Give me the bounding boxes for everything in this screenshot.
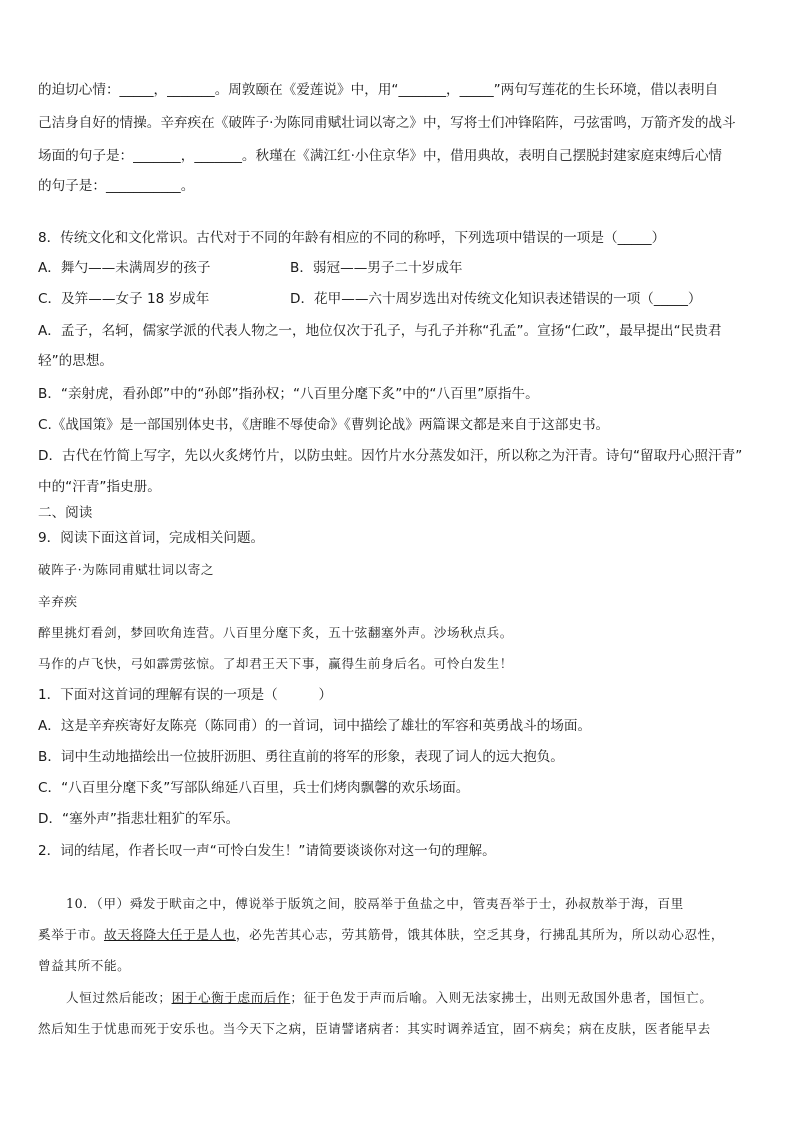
q8-statement-a-line-2: 轻”的思想。 <box>38 353 114 369</box>
q9-sub2-stem: 2．词的结尾，作者长叹一声“可怜白发生！”请简要谈谈你对这一句的理解。 <box>38 843 496 859</box>
q10-line-5: 然后知生于忧患而死于安乐也。当今天下之病，臣请譬诸病者：其实时调养适宜，固不病矣；病在皮肤，医者能早去 <box>38 1021 711 1036</box>
q8-statement-a-line-1: A．孟子，名轲，儒家学派的代表人物之一，地位仅次于孔子，与孔子并称“孔孟”。宣扬“仁政”，最早提出“民贵君 <box>38 323 722 339</box>
q10-line-4-post: ；征于色发于声而后喻。入则无法家拂士，出则无敌国外患者，国恒亡。 <box>290 990 713 1005</box>
q7-text-line-1: 的迫切心情：_____，_______。周敦颐在《爱莲说》中，用“_______，_____”两句写莲花的生长环境，借以表明自 <box>38 82 719 98</box>
q9-sub1-stem: 1．下面对这首词的理解有误的一项是（ ） <box>38 687 333 703</box>
q9-sub1-option-d: D．“塞外声”指悲壮粗犷的军乐。 <box>38 811 240 827</box>
q7-text-line-3: 场面的句子是：_______，_______。秋瑾在《满江红·小住京华》中，借用典故，表明自己摆脱封建家庭束缚后心情 <box>38 148 723 164</box>
q10-line-2-pre: 奚举于市。 <box>38 927 104 942</box>
poem-line-1: 醉里挑灯看剑，梦回吹角连营。八百里分麾下炙，五十弦翻塞外声。沙场秋点兵。 <box>38 625 513 640</box>
q8-option-d: D．花甲——六十周岁选出对传统文化知识表述错误的一项（_____） <box>290 291 702 307</box>
q10-line-2 <box>38 925 760 945</box>
section-heading-reading: 二、阅读 <box>38 505 93 521</box>
q10-line-3: 曾益其所不能。 <box>38 958 131 973</box>
q8-statement-d-line-1: D．古代在竹简上写字，先以火炙烤竹片，以防虫蛀。因竹片水分蒸发如汗，所以称之为汗青。诗句“留取丹心照汗青” <box>38 448 743 464</box>
q9-sub1-option-c: C．“八百里分麾下炙”写部队绵延八百里，兵士们烤肉飘馨的欢乐场面。 <box>38 780 470 796</box>
q10-underlined-sentence-1: 故天将降大任于是人也 <box>103 927 236 942</box>
q8-stem: 8．传统文化和文化常识。古代对于不同的年龄有相应的不同的称呼，下列选项中错误的一项是（_____） <box>38 230 666 246</box>
q8-statement-c: C.《战国策》是一部国别体史书，《唐睢不辱使命》《曹刿论战》两篇课文都是来自于这部史书。 <box>38 417 610 433</box>
q8-option-a: A．舞勺——未满周岁的孩子 <box>38 260 211 276</box>
q10-line-1 <box>66 894 760 914</box>
q10-passage-line-1: （甲）舜发于畎亩之中，傅说举于版筑之间，胶鬲举于鱼盐之中，管夷吾举于士，孙叔敖举于海，百里 <box>96 896 684 911</box>
q9-sub1-option-a: A．这是辛弃疾寄好友陈亮（陈同甫）的一首词，词中描绘了雄壮的军容和英勇战斗的场面。 <box>38 718 592 734</box>
q7-text-line-2: 己洁身自好的情操。辛弃疾在《破阵子·为陈同甫赋壮词以寄之》中，写将士们冲锋陷阵，弓弦雷鸣，万箭齐发的战斗 <box>38 115 736 131</box>
q10-line-2-post: ，必先苦其心志，劳其筋骨，饿其体肤，空乏其身，行拂乱其所为，所以动心忍性， <box>235 927 725 942</box>
q7-text-line-4: 的句子是：___________。 <box>38 178 195 194</box>
q10-line-4-pre: 人恒过然后能改； <box>66 990 172 1005</box>
q8-option-c: C．及笄——女子 18 岁成年 <box>38 291 210 307</box>
q8-statement-d-line-2: 中的“汗青”指史册。 <box>38 479 161 495</box>
q9-sub1-option-b: B．词中生动地描绘出一位披肝沥胆、勇往直前的将军的形象，表现了词人的远大抱负。 <box>38 749 564 765</box>
q10-underlined-sentence-2: 困于心衡于虑而后作 <box>171 990 291 1005</box>
q10-number: 10． <box>66 896 97 911</box>
poem-line-2: 马作的卢飞快，弓如霹雳弦惊。了却君王天下事，赢得生前身后名。可怜白发生！ <box>38 656 513 671</box>
q10-line-4 <box>66 988 760 1008</box>
q8-option-b: B．弱冠——男子二十岁成年 <box>290 260 463 276</box>
q9-stem: 9．阅读下面这首词，完成相关问题。 <box>38 530 265 546</box>
poem-title: 破阵子·为陈同甫赋壮词以寄之 <box>38 562 215 577</box>
poem-author: 辛弃疾 <box>38 594 78 609</box>
q8-statement-b: B．“亲射虎，看孙郎”中的“孙郎”指孙权；“八百里分麾下炙”中的“八百里”原指牛。 <box>38 386 539 402</box>
